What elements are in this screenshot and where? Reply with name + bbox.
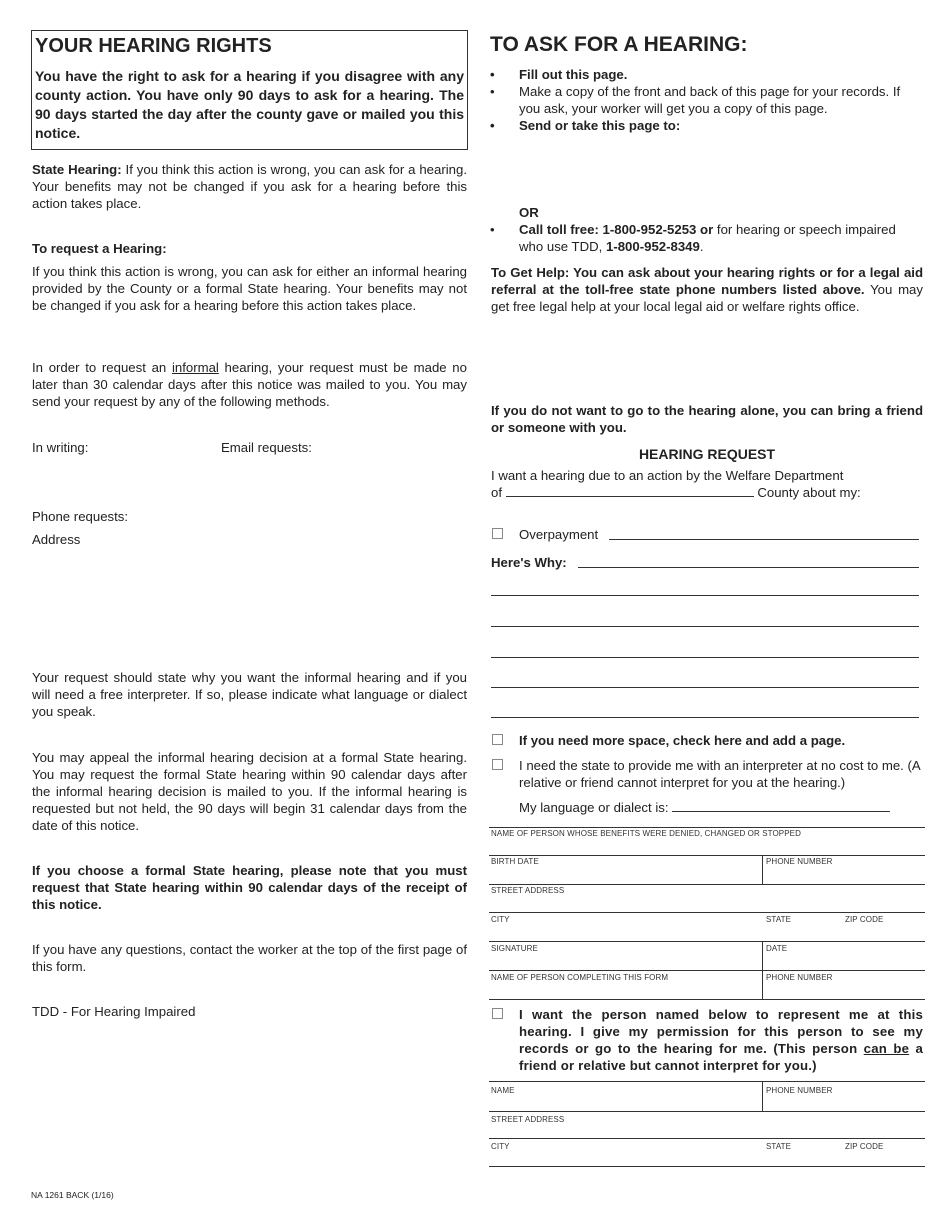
get-help-paragraph bbox=[491, 264, 923, 315]
zip-code-label: ZIP CODE bbox=[845, 915, 884, 924]
form-rule bbox=[489, 999, 925, 1000]
in-writing-label: In writing: bbox=[32, 440, 89, 455]
informal-hearing-paragraph bbox=[32, 359, 467, 410]
heres-why-label: Here's Why: bbox=[491, 555, 567, 570]
rep-phone-label: PHONE NUMBER bbox=[766, 1086, 833, 1095]
county-about-label: County about my: bbox=[757, 485, 861, 500]
bullet-send-text: Send or take this page to: bbox=[519, 118, 681, 133]
date-label: DATE bbox=[766, 944, 788, 953]
informal-pre: In order to request an bbox=[32, 360, 172, 375]
overpayment-line[interactable] bbox=[609, 539, 919, 540]
name-completing-label: NAME OF PERSON COMPLETING THIS FORM bbox=[491, 973, 669, 982]
completing-phone-label: PHONE NUMBER bbox=[766, 973, 833, 982]
ask-hearing-title: TO ASK FOR A HEARING: bbox=[490, 33, 748, 56]
request-hearing-text: If you think this action is wrong, you can ask for either an informal hearing provided by the County or a formal State hearing. Your benefits may not be changed if you ask for a hearing before this action takes place. bbox=[32, 264, 467, 313]
form-rule bbox=[489, 1111, 925, 1112]
request-hearing-heading: To request a Hearing: bbox=[32, 241, 167, 256]
hearing-rights-title: YOUR HEARING RIGHTS bbox=[35, 35, 272, 57]
phone-number-label: PHONE NUMBER bbox=[766, 857, 833, 866]
form-divider bbox=[762, 855, 763, 884]
call-tdd-text: for hearing or speech impaired who use TDD, bbox=[519, 222, 896, 254]
get-help-bold: To Get Help: You can ask about your hearing rights or for a legal aid referral at the toll-free state phone numbers listed above. bbox=[491, 265, 923, 297]
bullet-call bbox=[490, 221, 923, 255]
why-line[interactable] bbox=[491, 657, 919, 658]
form-rule bbox=[489, 884, 925, 885]
hearing-rights-box bbox=[31, 30, 468, 150]
bullet-make-copy-text: Make a copy of the front and back of this page for your records. If you ask, your worker will get you a copy of this page. bbox=[519, 84, 901, 116]
overpayment-checkbox[interactable] bbox=[492, 528, 503, 539]
more-space-label: If you need more space, check here and add a page. bbox=[519, 733, 846, 748]
interpreter-label: I need the state to provide me with an interpreter at no cost to me. (A relative or friend cannot interpret for you at the hearing.) bbox=[519, 758, 920, 790]
formal-hearing-note: If you choose a formal State hearing, please note that you must request that State hearing within 90 calendar days of the receipt of this notice. bbox=[32, 863, 467, 912]
rep-state-label: STATE bbox=[766, 1142, 792, 1151]
email-requests-label: Email requests: bbox=[221, 440, 312, 455]
representative-text bbox=[519, 1006, 923, 1074]
why-line[interactable] bbox=[491, 717, 919, 718]
county-input[interactable] bbox=[506, 485, 754, 497]
tdd-label: TDD - For Hearing Impaired bbox=[32, 1004, 196, 1019]
form-rule bbox=[489, 970, 925, 971]
bullet-dot: • bbox=[490, 67, 495, 82]
rep-street-label: STREET ADDRESS bbox=[491, 1115, 565, 1124]
language-label: My language or dialect is: bbox=[519, 800, 669, 815]
county-line bbox=[491, 484, 923, 501]
call-end: . bbox=[699, 239, 704, 254]
language-line bbox=[519, 799, 919, 816]
bullet-make-copy bbox=[490, 83, 923, 117]
want-hearing-text: I want a hearing due to an action by the Welfare Department bbox=[491, 468, 844, 483]
state-hearing-text: If you think this action is wrong, you can ask for a hearing. Your benefits may not be changed if you ask for a hearing before this action takes place. bbox=[32, 162, 467, 211]
state-hearing-paragraph bbox=[32, 161, 467, 212]
bullet-send bbox=[490, 117, 923, 134]
street-address-label: STREET ADDRESS bbox=[491, 886, 565, 895]
hearing-rights-intro: You have the right to ask for a hearing if you disagree with any county action. You have only 90 days to ask for a hearing. The 90 days started the day after the county gave or mailed you this notice. bbox=[35, 68, 464, 141]
bullet-dot: • bbox=[490, 222, 495, 237]
birth-date-label: BIRTH DATE bbox=[491, 857, 539, 866]
form-rule bbox=[489, 827, 925, 828]
call-toll-free: Call toll free: 1-800-952-5253 or bbox=[519, 222, 714, 237]
form-rule bbox=[489, 1081, 925, 1082]
questions-paragraph: If you have any questions, contact the worker at the top of the first page of this form. bbox=[32, 942, 467, 974]
rep-name-label: NAME bbox=[491, 1086, 515, 1095]
of-label: of bbox=[491, 485, 502, 500]
form-rule bbox=[489, 1166, 925, 1167]
request-state-paragraph: Your request should state why you want the informal hearing and if you will need a free interpreter. If so, please indicate what language or dialect you speak. bbox=[32, 670, 467, 719]
city-label: CITY bbox=[491, 915, 510, 924]
address-label: Address bbox=[32, 532, 81, 547]
why-line[interactable] bbox=[491, 626, 919, 627]
why-line[interactable] bbox=[491, 687, 919, 688]
appeal-paragraph: You may appeal the informal hearing decision at a formal State hearing. You may request the formal State hearing within 90 calendar days after the informal hearing decision is mailed to you. If the informal hearing is requested but not held, the 90 days will begin 31 calendar days from the date of this notice. bbox=[32, 750, 467, 833]
bring-friend-text: If you do not want to go to the hearing alone, you can bring a friend or someone with you. bbox=[491, 403, 923, 435]
phone-requests-label: Phone requests: bbox=[32, 509, 129, 524]
form-rule bbox=[489, 912, 925, 913]
why-line[interactable] bbox=[578, 567, 919, 568]
language-input[interactable] bbox=[672, 800, 890, 812]
represent-can-be: can be bbox=[863, 1041, 910, 1056]
signature-label: SIGNATURE bbox=[491, 944, 538, 953]
form-rule bbox=[489, 1138, 925, 1139]
representative-checkbox[interactable] bbox=[492, 1008, 503, 1019]
form-rule bbox=[489, 941, 925, 942]
represent-pre: I want the person named below to represent me at this hearing. I give my permission for this person to see my records or go to the hearing for me. (This person bbox=[519, 1007, 923, 1056]
rep-zip-label: ZIP CODE bbox=[845, 1142, 884, 1151]
bullet-dot: • bbox=[490, 84, 495, 99]
or-label: OR bbox=[519, 205, 539, 220]
represent-post: a friend or relative but cannot interpret for you.) bbox=[519, 1041, 923, 1073]
informal-post: hearing, your request must be made no later than 30 calendar days after this notice was mailed to you. You may send your request by any of the following methods. bbox=[32, 360, 467, 409]
bullet-fill-out-text: Fill out this page. bbox=[519, 67, 628, 82]
overpayment-label: Overpayment bbox=[519, 527, 599, 542]
more-space-checkbox[interactable] bbox=[492, 734, 503, 745]
call-tdd-number: 1-800-952-8349 bbox=[605, 239, 700, 254]
why-line[interactable] bbox=[491, 595, 919, 596]
rep-city-label: CITY bbox=[491, 1142, 510, 1151]
state-label: STATE bbox=[766, 915, 792, 924]
name-denied-label: NAME OF PERSON WHOSE BENEFITS WERE DENIED, CHANGED OR STOPPED bbox=[491, 829, 801, 838]
interpreter-checkbox[interactable] bbox=[492, 759, 503, 770]
form-divider bbox=[762, 1081, 763, 1111]
informal-word: informal bbox=[171, 360, 219, 375]
hearing-request-title: HEARING REQUEST bbox=[638, 446, 776, 462]
state-hearing-label: State Hearing: bbox=[32, 162, 122, 177]
form-code: NA 1261 BACK (1/16) bbox=[31, 1190, 114, 1200]
bullet-dot: • bbox=[490, 118, 495, 133]
get-help-rest: You may get free legal help at your local legal aid or welfare rights office. bbox=[491, 282, 923, 314]
bullet-fill-out bbox=[490, 66, 923, 83]
form-rule bbox=[489, 855, 925, 856]
